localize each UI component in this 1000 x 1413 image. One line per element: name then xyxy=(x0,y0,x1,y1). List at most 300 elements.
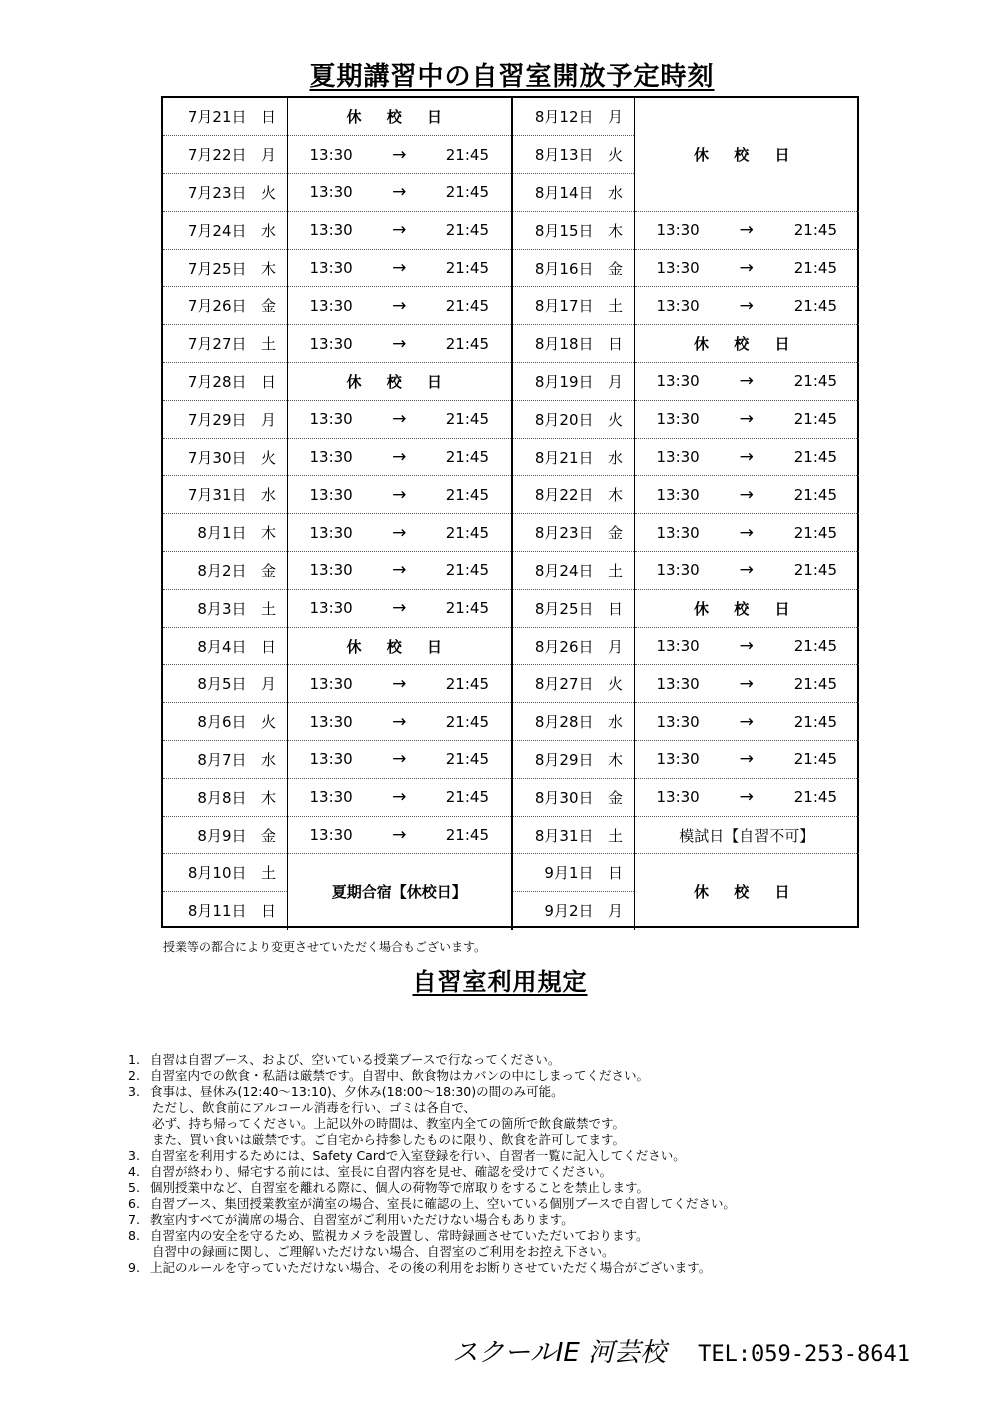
open-time: 13:30 xyxy=(309,712,353,731)
date-label: 8月10日 xyxy=(187,864,247,883)
weekday-label: 土 xyxy=(607,561,623,580)
open-hours-cell xyxy=(634,211,859,249)
right-date-cell xyxy=(512,211,634,249)
change-note: 授業等の都合により変更させていただく場合もございます。 xyxy=(163,940,487,954)
weekday-label: 火 xyxy=(260,448,276,467)
open-hours-cell xyxy=(287,287,512,325)
date-label: 8月15日 xyxy=(534,221,594,240)
open-time: 13:30 xyxy=(309,183,353,202)
weekday-label: 木 xyxy=(607,221,623,240)
rule-item xyxy=(128,1148,736,1164)
date-label: 8月6日 xyxy=(197,713,247,732)
open-time: 13:30 xyxy=(656,410,700,429)
close-time: 21:45 xyxy=(445,674,489,693)
date-label: 7月25日 xyxy=(187,259,247,278)
table-row xyxy=(163,741,859,779)
right-date-cell xyxy=(512,778,634,816)
rule-text: 自習が終わり、帰宅する前には、室長に自習内容を見せ、確認を受けてください。 xyxy=(150,1164,613,1179)
rule-number: 4. xyxy=(128,1164,140,1179)
left-date-cell xyxy=(163,438,287,476)
arrow-icon: → xyxy=(739,371,754,392)
close-time: 21:45 xyxy=(445,296,489,315)
close-time: 21:45 xyxy=(793,221,837,240)
date-label: 8月21日 xyxy=(534,448,594,467)
date-label: 8月19日 xyxy=(534,372,594,391)
close-time: 21:45 xyxy=(445,485,489,504)
date-label: 7月23日 xyxy=(187,183,247,202)
open-hours-cell xyxy=(287,211,512,249)
close-time: 21:45 xyxy=(793,372,837,391)
open-time: 13:30 xyxy=(656,712,700,731)
weekday-label: 金 xyxy=(260,297,276,316)
close-time: 21:45 xyxy=(445,221,489,240)
left-date-cell xyxy=(163,287,287,325)
weekday-label: 木 xyxy=(260,788,276,807)
table-row xyxy=(163,211,859,249)
close-time: 21:45 xyxy=(793,296,837,315)
weekday-label: 水 xyxy=(260,486,276,505)
weekday-label: 木 xyxy=(260,524,276,543)
weekday-label: 日 xyxy=(260,902,276,921)
open-hours-cell xyxy=(287,514,512,552)
table-row xyxy=(163,514,859,552)
closed-day-label: 休 校 日 xyxy=(634,98,859,211)
open-time: 13:30 xyxy=(656,674,700,693)
open-time: 13:30 xyxy=(309,410,353,429)
close-time: 21:45 xyxy=(445,145,489,164)
right-date-cell xyxy=(512,325,634,363)
date-label: 9月2日 xyxy=(544,902,594,921)
weekday-label: 土 xyxy=(260,599,276,618)
mock-exam-label: 模試日【自習不可】 xyxy=(634,816,859,854)
open-hours-cell xyxy=(287,325,512,363)
left-date-cell xyxy=(163,892,287,930)
close-time: 21:45 xyxy=(445,826,489,845)
rule-text: 自習室を利用するためには、Safety Cardで入室登録を行い、自習者一覧に記入してください。 xyxy=(150,1148,686,1163)
date-label: 7月24日 xyxy=(187,221,247,240)
right-date-cell xyxy=(512,438,634,476)
weekday-label: 木 xyxy=(607,486,623,505)
close-time: 21:45 xyxy=(445,750,489,769)
arrow-icon: → xyxy=(739,711,754,732)
arrow-icon: → xyxy=(392,673,407,694)
left-date-cell xyxy=(163,816,287,854)
date-label: 8月13日 xyxy=(534,146,594,165)
right-date-cell xyxy=(512,816,634,854)
date-label: 8月11日 xyxy=(187,902,247,921)
arrow-icon: → xyxy=(739,409,754,430)
arrow-icon: → xyxy=(739,673,754,694)
left-date-cell xyxy=(163,174,287,212)
open-hours-cell xyxy=(287,249,512,287)
weekday-label: 水 xyxy=(260,750,276,769)
close-time: 21:45 xyxy=(445,788,489,807)
open-time: 13:30 xyxy=(309,296,353,315)
close-time: 21:45 xyxy=(793,259,837,278)
rule-number: 3. xyxy=(128,1084,140,1099)
table-row xyxy=(163,98,859,136)
date-label: 8月18日 xyxy=(534,335,594,354)
weekday-label: 金 xyxy=(260,561,276,580)
schedule-table xyxy=(161,96,859,928)
left-date-cell xyxy=(163,211,287,249)
weekday-label: 月 xyxy=(607,372,623,391)
rule-item xyxy=(128,1052,736,1068)
rule-number: 8. xyxy=(128,1228,140,1243)
rules-list xyxy=(128,1052,736,1276)
open-time: 13:30 xyxy=(309,485,353,504)
open-time: 13:30 xyxy=(656,296,700,315)
weekday-label: 木 xyxy=(607,750,623,769)
right-date-cell xyxy=(512,854,634,892)
left-date-cell xyxy=(163,476,287,514)
open-time: 13:30 xyxy=(309,561,353,580)
date-label: 9月1日 xyxy=(544,864,594,883)
date-label: 7月28日 xyxy=(187,372,247,391)
weekday-label: 土 xyxy=(260,864,276,883)
weekday-label: 日 xyxy=(607,335,623,354)
weekday-label: 水 xyxy=(607,183,623,202)
open-hours-cell xyxy=(287,778,512,816)
close-time: 21:45 xyxy=(793,561,837,580)
phone-number: TEL:059-253-8641 xyxy=(698,1342,910,1367)
open-hours-cell xyxy=(287,552,512,590)
open-time: 13:30 xyxy=(309,788,353,807)
open-hours-cell xyxy=(634,627,859,665)
left-date-cell xyxy=(163,778,287,816)
rule-number: 2. xyxy=(128,1068,140,1083)
left-date-cell xyxy=(163,249,287,287)
rule-text: 自習室内での飲食・私語は厳禁です。自習中、飲食物はカバンの中にしまってください。 xyxy=(150,1068,650,1083)
open-hours-cell xyxy=(634,552,859,590)
table-row xyxy=(163,476,859,514)
open-time: 13:30 xyxy=(309,448,353,467)
weekday-label: 月 xyxy=(607,637,623,656)
arrow-icon: → xyxy=(392,295,407,316)
arrow-icon: → xyxy=(392,333,407,354)
table-row xyxy=(163,627,859,665)
open-time: 13:30 xyxy=(309,523,353,542)
weekday-label: 日 xyxy=(260,637,276,656)
rule-number: 7. xyxy=(128,1212,140,1227)
weekday-label: 金 xyxy=(607,524,623,543)
rule-text: 食事は、昼休み(12:40～13:10)、夕休み(18:00～18:30)の間のみ可能。 xyxy=(150,1084,564,1099)
weekday-label: 火 xyxy=(607,675,623,694)
arrow-icon: → xyxy=(392,144,407,165)
date-label: 8月28日 xyxy=(534,713,594,732)
open-time: 13:30 xyxy=(309,221,353,240)
arrow-icon: → xyxy=(392,560,407,581)
rule-text: 上記のルールを守っていただけない場合、その後の利用をお断りさせていただく場合がございます。 xyxy=(150,1260,712,1275)
rule-item xyxy=(128,1084,736,1100)
close-time: 21:45 xyxy=(793,712,837,731)
right-date-cell xyxy=(512,589,634,627)
footer xyxy=(452,1332,910,1369)
table-row xyxy=(163,703,859,741)
date-label: 8月12日 xyxy=(534,108,594,127)
left-date-cell xyxy=(163,552,287,590)
closed-day-label: 休 校 日 xyxy=(694,883,800,902)
weekday-label: 月 xyxy=(260,146,276,165)
left-date-cell xyxy=(163,665,287,703)
arrow-icon: → xyxy=(739,258,754,279)
weekday-label: 火 xyxy=(607,146,623,165)
right-date-cell xyxy=(512,249,634,287)
left-date-cell xyxy=(163,627,287,665)
weekday-label: 日 xyxy=(607,599,623,618)
rule-continuation: ただし、飲食前にアルコール消毒を行い、ゴミは各自で、 xyxy=(152,1100,477,1115)
weekday-label: 土 xyxy=(260,335,276,354)
closed-day-label: 休 校 日 xyxy=(287,627,512,665)
weekday-label: 日 xyxy=(607,864,623,883)
date-label: 8月27日 xyxy=(534,675,594,694)
table-row xyxy=(163,778,859,816)
open-time: 13:30 xyxy=(656,485,700,504)
rule-text: 自習ブース、集団授業教室が満室の場合、室長に確認の上、空いている個別ブースで自習してください。 xyxy=(150,1196,736,1211)
page-title: 夏期講習中の自習室開放予定時刻 xyxy=(309,62,715,92)
close-time: 21:45 xyxy=(445,561,489,580)
table-row xyxy=(163,438,859,476)
table-row xyxy=(163,816,859,854)
rule-text: 個別授業中など、自習室を離れる際に、個人の荷物等で席取りをすることを禁止します。 xyxy=(150,1180,650,1195)
weekday-label: 土 xyxy=(607,297,623,316)
open-time: 13:30 xyxy=(656,523,700,542)
date-label: 8月1日 xyxy=(197,524,247,543)
open-time: 13:30 xyxy=(656,561,700,580)
weekday-label: 金 xyxy=(260,826,276,845)
open-time: 13:30 xyxy=(656,637,700,656)
arrow-icon: → xyxy=(739,447,754,468)
close-time: 21:45 xyxy=(445,410,489,429)
date-label: 8月4日 xyxy=(197,637,247,656)
arrow-icon: → xyxy=(739,295,754,316)
right-date-cell xyxy=(512,363,634,401)
date-label: 8月30日 xyxy=(534,788,594,807)
open-time: 13:30 xyxy=(309,674,353,693)
right-date-cell xyxy=(512,287,634,325)
arrow-icon: → xyxy=(739,749,754,770)
weekday-label: 月 xyxy=(607,108,623,127)
rule-item xyxy=(128,1260,736,1276)
right-date-cell xyxy=(512,514,634,552)
weekday-label: 木 xyxy=(260,259,276,278)
close-time: 21:45 xyxy=(445,599,489,618)
date-label: 7月30日 xyxy=(187,448,247,467)
left-date-cell xyxy=(163,98,287,136)
open-time: 13:30 xyxy=(309,145,353,164)
arrow-icon: → xyxy=(392,825,407,846)
rule-number: 1. xyxy=(128,1052,140,1067)
date-label: 8月22日 xyxy=(534,486,594,505)
close-time: 21:45 xyxy=(445,259,489,278)
open-hours-cell xyxy=(287,816,512,854)
date-label: 8月8日 xyxy=(197,788,247,807)
open-time: 13:30 xyxy=(656,448,700,467)
weekday-label: 水 xyxy=(607,713,623,732)
open-hours-cell xyxy=(634,703,859,741)
table-row xyxy=(163,325,859,363)
rules-title: 自習室利用規定 xyxy=(412,968,588,996)
left-date-cell xyxy=(163,589,287,627)
open-hours-cell xyxy=(634,778,859,816)
rule-text: 自習は自習ブース、および、空いている授業ブースで行なってください。 xyxy=(150,1052,561,1067)
date-label: 8月2日 xyxy=(197,561,247,580)
open-hours-cell xyxy=(634,741,859,779)
closed-day-label: 休 校 日 xyxy=(287,98,512,136)
rule-continuation: 自習中の録画に関し、ご理解いただけない場合、自習室のご利用をお控え下さい。 xyxy=(152,1244,615,1259)
date-label: 8月3日 xyxy=(197,599,247,618)
weekday-label: 月 xyxy=(260,410,276,429)
date-label: 7月26日 xyxy=(187,297,247,316)
date-label: 7月29日 xyxy=(187,410,247,429)
rule-continuation: また、買い食いは厳禁です。ご自宅から持参したものに限り、飲食を許可してます。 xyxy=(152,1132,626,1147)
arrow-icon: → xyxy=(392,484,407,505)
rule-item xyxy=(128,1068,736,1084)
open-time: 13:30 xyxy=(656,750,700,769)
open-hours-cell xyxy=(634,400,859,438)
date-label: 8月16日 xyxy=(534,259,594,278)
open-time: 13:30 xyxy=(309,259,353,278)
closed-day-label: 休 校 日 xyxy=(634,589,859,627)
open-time: 13:30 xyxy=(309,334,353,353)
close-time: 21:45 xyxy=(793,485,837,504)
right-date-cell xyxy=(512,174,634,212)
left-date-cell xyxy=(163,854,287,892)
close-time: 21:45 xyxy=(793,523,837,542)
open-hours-cell xyxy=(287,174,512,212)
rule-number: 6. xyxy=(128,1196,140,1211)
right-date-cell xyxy=(512,400,634,438)
right-date-cell xyxy=(512,98,634,136)
rule-item xyxy=(128,1212,736,1228)
weekday-label: 金 xyxy=(607,788,623,807)
left-date-cell xyxy=(163,363,287,401)
weekday-label: 月 xyxy=(260,675,276,694)
table-row xyxy=(163,363,859,401)
open-hours-cell xyxy=(287,741,512,779)
arrow-icon: → xyxy=(392,182,407,203)
table-row xyxy=(163,665,859,703)
closed-day-label: 休 校 日 xyxy=(287,363,512,401)
arrow-icon: → xyxy=(739,522,754,543)
open-hours-cell xyxy=(287,476,512,514)
open-time: 13:30 xyxy=(656,259,700,278)
close-time: 21:45 xyxy=(793,750,837,769)
school-name: スクールIE 河芸校 xyxy=(452,1338,667,1368)
arrow-icon: → xyxy=(739,560,754,581)
table-row xyxy=(163,854,859,892)
close-time: 21:45 xyxy=(793,788,837,807)
arrow-icon: → xyxy=(392,220,407,241)
close-time: 21:45 xyxy=(793,410,837,429)
date-label: 8月29日 xyxy=(534,750,594,769)
open-time: 13:30 xyxy=(309,750,353,769)
arrow-icon: → xyxy=(739,636,754,657)
open-hours-cell xyxy=(287,665,512,703)
date-label: 8月5日 xyxy=(197,675,247,694)
table-row xyxy=(163,249,859,287)
rule-continuation: 必ず、持ち帰ってください。上記以外の時間は、教室内全ての箇所で飲食厳禁です。 xyxy=(152,1116,626,1131)
right-date-cell xyxy=(512,665,634,703)
left-date-cell xyxy=(163,703,287,741)
closed-day-label: 休 校 日 xyxy=(634,325,859,363)
left-date-cell xyxy=(163,514,287,552)
open-hours-cell xyxy=(634,249,859,287)
camp-closed-label: 夏期合宿【休校日】 xyxy=(287,854,512,930)
weekday-label: 水 xyxy=(607,448,623,467)
open-time: 13:30 xyxy=(656,788,700,807)
open-hours-cell xyxy=(287,703,512,741)
weekday-label: 日 xyxy=(260,372,276,391)
close-time: 21:45 xyxy=(445,334,489,353)
date-label: 7月31日 xyxy=(187,486,247,505)
rule-text: 自習室内の安全を守るため、監視カメラを設置し、常時録画させていただいております。 xyxy=(150,1228,649,1243)
arrow-icon: → xyxy=(739,484,754,505)
date-label: 8月26日 xyxy=(534,637,594,656)
arrow-icon: → xyxy=(392,787,407,808)
close-time: 21:45 xyxy=(445,523,489,542)
open-time: 13:30 xyxy=(656,221,700,240)
date-label: 7月22日 xyxy=(187,146,247,165)
open-hours-cell xyxy=(634,514,859,552)
open-hours-cell xyxy=(634,363,859,401)
date-label: 8月24日 xyxy=(534,561,594,580)
weekday-label: 火 xyxy=(607,410,623,429)
weekday-label: 月 xyxy=(607,902,623,921)
open-hours-cell xyxy=(287,438,512,476)
weekday-label: 日 xyxy=(260,108,276,127)
left-date-cell xyxy=(163,741,287,779)
left-date-cell xyxy=(163,400,287,438)
close-time: 21:45 xyxy=(445,712,489,731)
arrow-icon: → xyxy=(392,522,407,543)
right-date-cell xyxy=(512,741,634,779)
table-row xyxy=(163,552,859,590)
rule-number: 3. xyxy=(128,1148,140,1163)
weekday-label: 火 xyxy=(260,713,276,732)
arrow-icon: → xyxy=(739,787,754,808)
right-date-cell xyxy=(512,552,634,590)
open-hours-cell xyxy=(287,589,512,627)
rule-item xyxy=(128,1180,736,1196)
weekday-label: 水 xyxy=(260,221,276,240)
open-hours-cell xyxy=(287,136,512,174)
date-label: 8月9日 xyxy=(197,826,247,845)
right-date-cell xyxy=(512,703,634,741)
date-label: 8月7日 xyxy=(197,750,247,769)
arrow-icon: → xyxy=(392,258,407,279)
arrow-icon: → xyxy=(392,447,407,468)
rule-text: 教室内すべてが満席の場合、自習室がご利用いただけない場合もあります。 xyxy=(150,1212,574,1227)
weekday-label: 火 xyxy=(260,183,276,202)
close-time: 21:45 xyxy=(793,448,837,467)
date-label: 7月21日 xyxy=(187,108,247,127)
left-date-cell xyxy=(163,325,287,363)
open-hours-cell xyxy=(287,400,512,438)
close-time: 21:45 xyxy=(445,448,489,467)
open-hours-cell xyxy=(634,438,859,476)
rule-item xyxy=(128,1228,736,1244)
rule-item xyxy=(128,1196,736,1212)
arrow-icon: → xyxy=(392,409,407,430)
rule-item xyxy=(128,1164,736,1180)
rule-number: 9. xyxy=(128,1260,140,1275)
open-hours-cell xyxy=(634,287,859,325)
table-row xyxy=(163,589,859,627)
right-date-cell xyxy=(512,892,634,930)
date-label: 8月25日 xyxy=(534,599,594,618)
arrow-icon: → xyxy=(392,598,407,619)
